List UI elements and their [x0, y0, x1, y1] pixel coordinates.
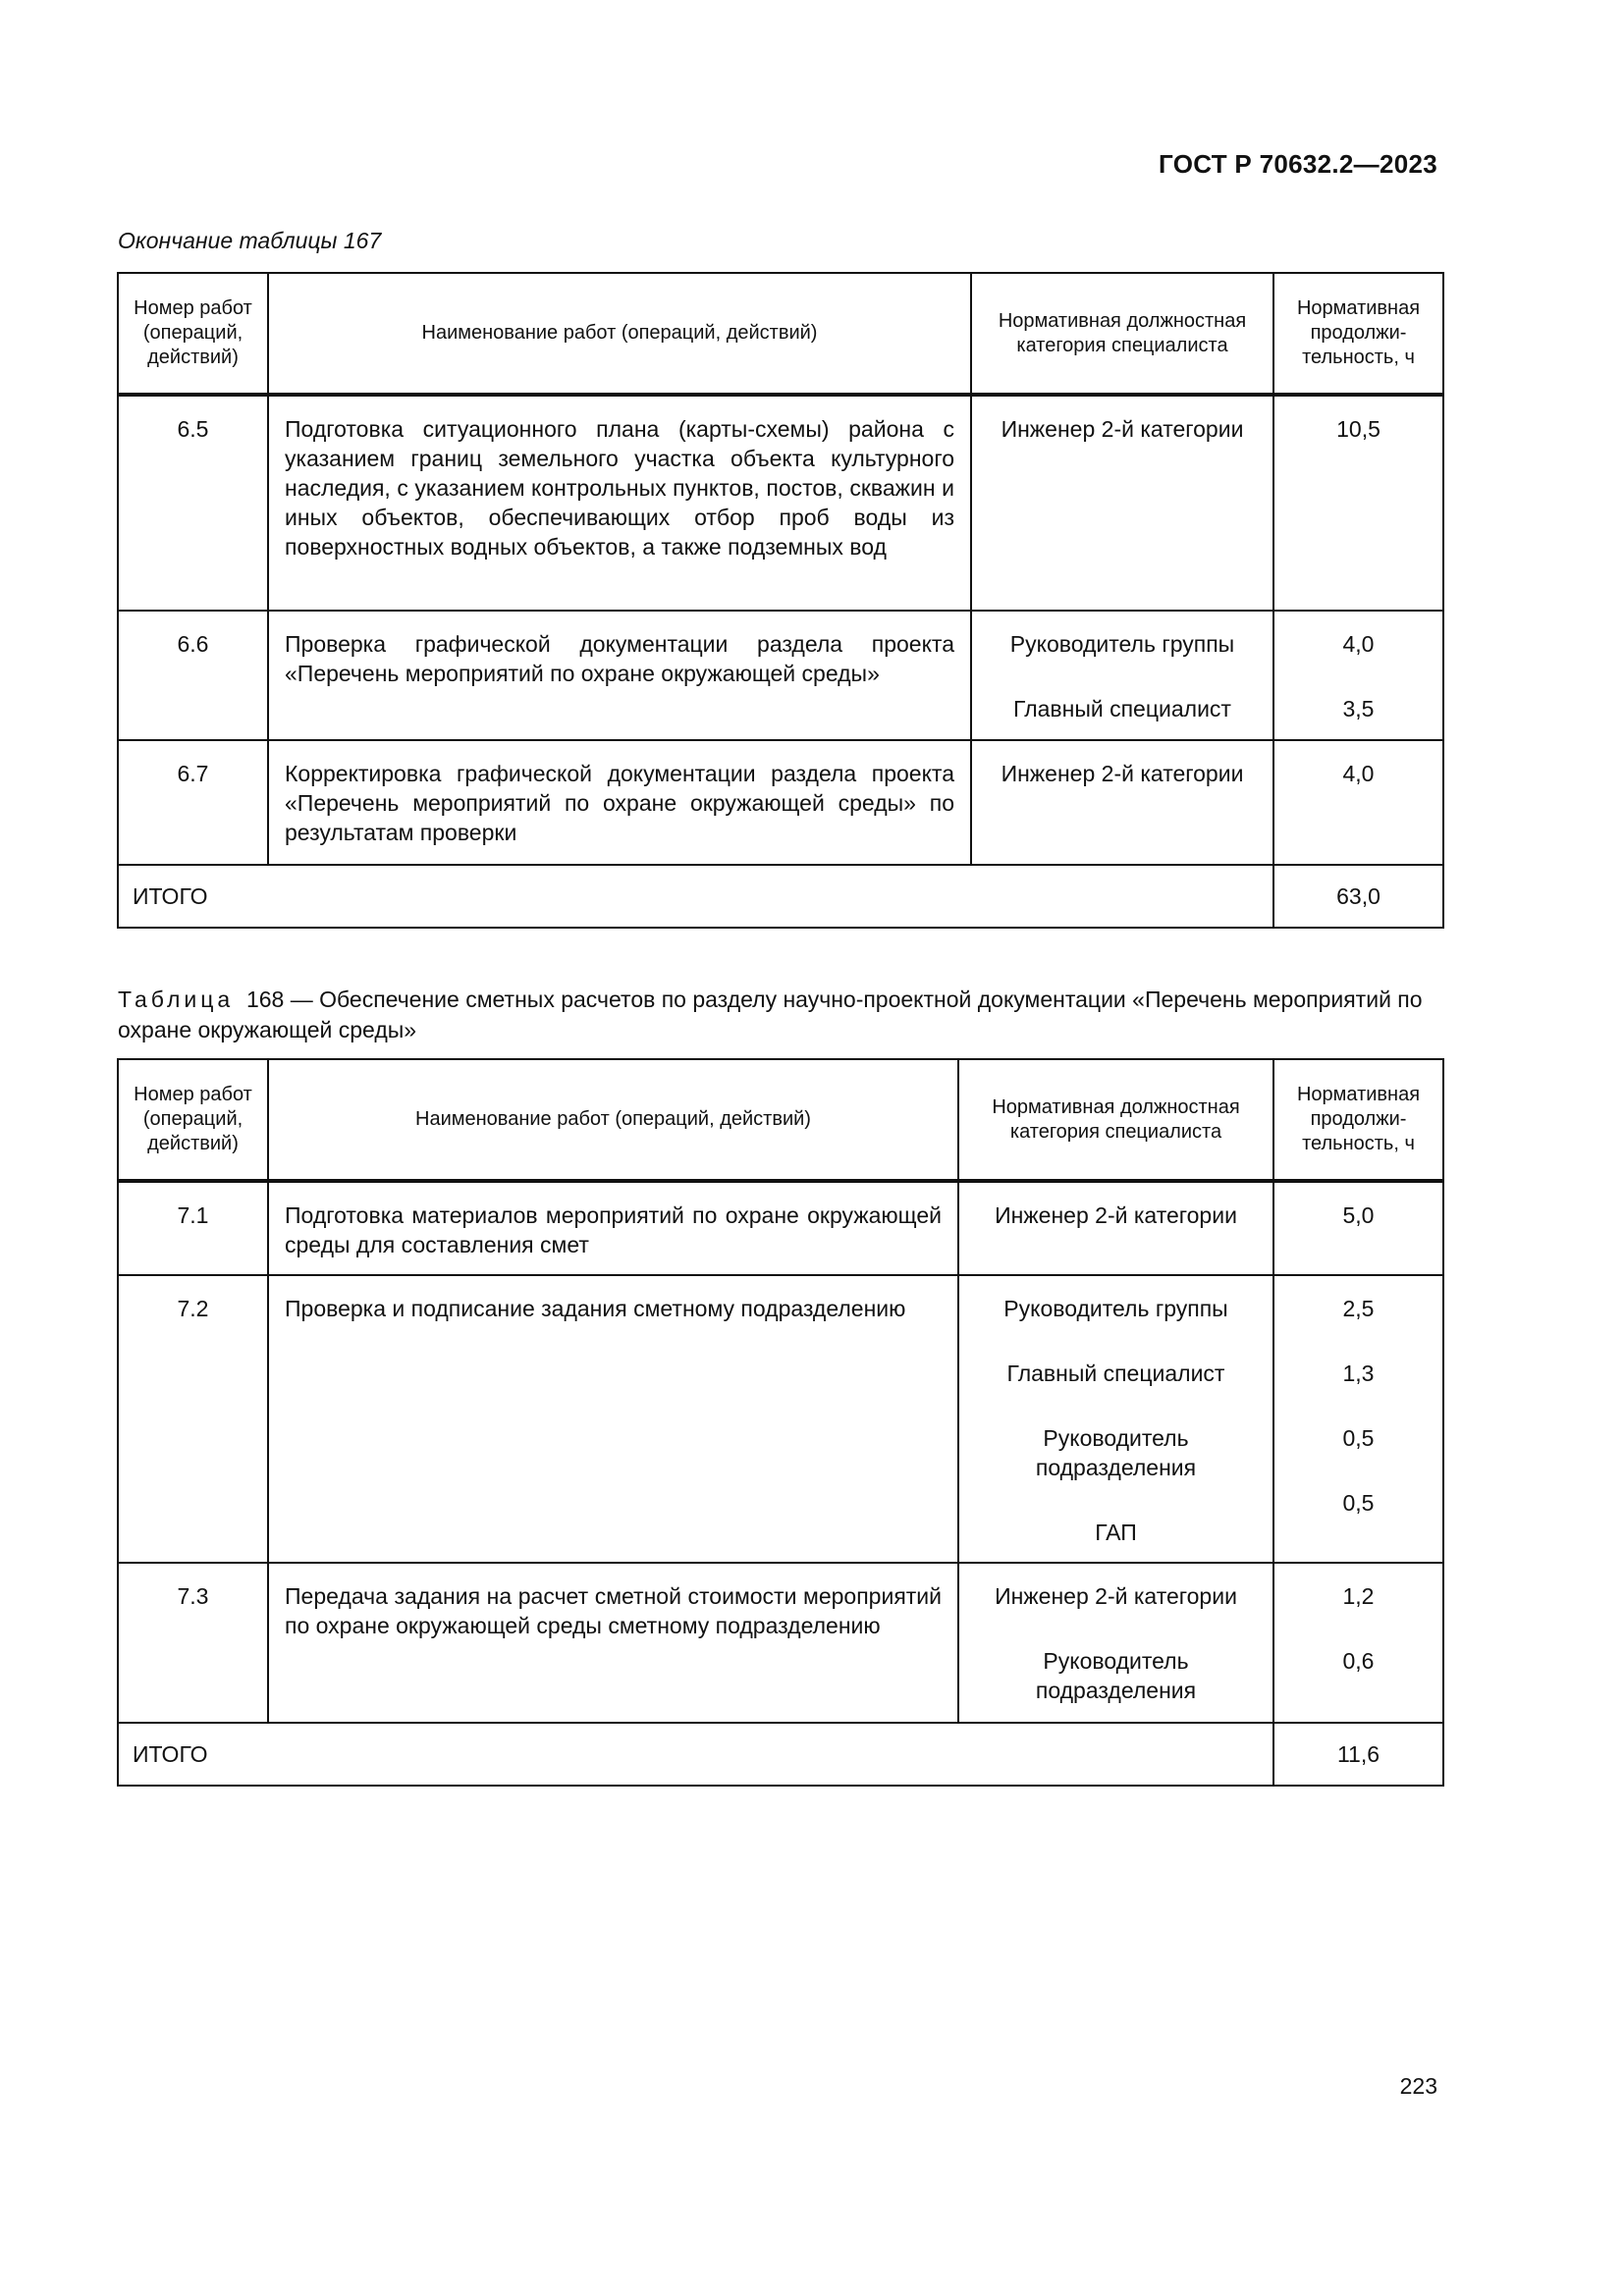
cell-work-name: Проверка и подписание задания сметному подразделению	[268, 1275, 958, 1563]
category-entry: Руководитель группы	[1009, 631, 1235, 657]
table-167-caption: Окончание таблицы 167	[118, 228, 382, 253]
category-entry: Руководитель группы	[1003, 1296, 1228, 1321]
category-entry: Инженер 2-й категории	[1001, 761, 1244, 786]
cell-duration	[1273, 1275, 1443, 1563]
cell-category	[971, 395, 1273, 611]
document-header: ГОСТ Р 70632.2—2023	[1159, 149, 1437, 179]
cell-number: 6.5	[118, 395, 268, 611]
total-label: ИТОГО	[118, 1723, 1273, 1786]
column-header-name: Наименование работ (операций, действий)	[268, 1059, 958, 1181]
duration-entry: 1,3	[1342, 1361, 1375, 1386]
column-header-category: Нормативная должностная категория специалиста	[958, 1059, 1273, 1181]
duration-entry: 1,2	[1342, 1583, 1375, 1609]
table-168-caption	[118, 985, 1441, 1045]
category-entry: ГАП	[1095, 1520, 1137, 1545]
table-row	[118, 1181, 1443, 1275]
duration-entry: 4,0	[1342, 631, 1375, 657]
cell-category	[971, 611, 1273, 740]
cell-number: 6.6	[118, 611, 268, 740]
cell-category	[958, 1563, 1273, 1723]
cell-number: 7.2	[118, 1275, 268, 1563]
table-168-caption-prefix: Таблица	[118, 987, 235, 1012]
total-label: ИТОГО	[118, 865, 1273, 928]
total-row	[118, 1723, 1443, 1786]
cell-number: 6.7	[118, 740, 268, 865]
category-entry: Инженер 2-й категории	[995, 1202, 1237, 1228]
cell-category	[958, 1181, 1273, 1275]
cell-category	[958, 1275, 1273, 1563]
category-entry: Руководитель подразделения	[1035, 1648, 1197, 1703]
category-entry: Инженер 2-й категории	[995, 1583, 1237, 1609]
table-header-row	[118, 1059, 1443, 1181]
cell-work-name: Передача задания на расчет сметной стоимости мероприятий по охране окружающей среды сметному подразделению	[268, 1563, 958, 1723]
duration-entry: 10,5	[1336, 416, 1380, 442]
table-row	[118, 1275, 1443, 1563]
table-168	[117, 1058, 1444, 1787]
table-167	[117, 272, 1444, 929]
category-entry: Инженер 2-й категории	[1001, 416, 1244, 442]
cell-work-name: Корректировка графической документации раздела проекта «Перечень мероприятий по охране окружающей среды» по результатам проверки	[268, 740, 971, 865]
cell-duration	[1273, 1181, 1443, 1275]
cell-work-name: Подготовка ситуационного плана (карты-схемы) района с указанием границ земельного участка объекта культурного наследия, с указанием контрольных пунктов, постов, скважин и иных объектов, обеспечивающих отбор проб воды из поверхностных водных объектов, а также подземных вод	[268, 395, 971, 611]
cell-work-name: Подготовка материалов мероприятий по охране окружающей среды для составления смет	[268, 1181, 958, 1275]
column-header-name: Наименование работ (операций, действий)	[268, 273, 971, 395]
column-header-duration: Нормативная продолжи-тельность, ч	[1273, 273, 1443, 395]
cell-number: 7.1	[118, 1181, 268, 1275]
cell-duration	[1273, 395, 1443, 611]
cell-work-name: Проверка графической документации раздела проекта «Перечень мероприятий по охране окружающей среды»	[268, 611, 971, 740]
category-entry: Руководитель подразделения	[1035, 1425, 1197, 1480]
table-168-caption-text: 168 — Обеспечение сметных расчетов по разделу научно-проектной документации «Перечень мероприятий по охране окружающей среды»	[118, 987, 1423, 1042]
column-header-number: Номер работ (операций, действий)	[118, 273, 268, 395]
category-entry: Главный специалист	[1013, 696, 1231, 721]
duration-entry: 3,5	[1342, 696, 1375, 721]
duration-entry: 5,0	[1342, 1202, 1375, 1228]
duration-entry: 0,5	[1342, 1490, 1375, 1516]
cell-category	[971, 740, 1273, 865]
cell-duration	[1273, 611, 1443, 740]
table-row	[118, 740, 1443, 865]
duration-entry: 4,0	[1342, 761, 1375, 786]
column-header-duration: Нормативная продолжи-тельность, ч	[1273, 1059, 1443, 1181]
total-value: 11,6	[1273, 1723, 1443, 1786]
total-row	[118, 865, 1443, 928]
category-entry: Главный специалист	[1006, 1361, 1225, 1386]
cell-number: 7.3	[118, 1563, 268, 1723]
table-header-row	[118, 273, 1443, 395]
cell-duration	[1273, 1563, 1443, 1723]
duration-entry: 0,5	[1342, 1425, 1375, 1451]
table-row	[118, 395, 1443, 611]
total-value: 63,0	[1273, 865, 1443, 928]
column-header-category: Нормативная должностная категория специалиста	[971, 273, 1273, 395]
duration-entry: 0,6	[1342, 1648, 1375, 1674]
table-row	[118, 611, 1443, 740]
duration-entry: 2,5	[1342, 1296, 1375, 1321]
page-number: 223	[1399, 2073, 1437, 2099]
cell-duration	[1273, 740, 1443, 865]
column-header-number: Номер работ (операций, действий)	[118, 1059, 268, 1181]
table-row	[118, 1563, 1443, 1723]
